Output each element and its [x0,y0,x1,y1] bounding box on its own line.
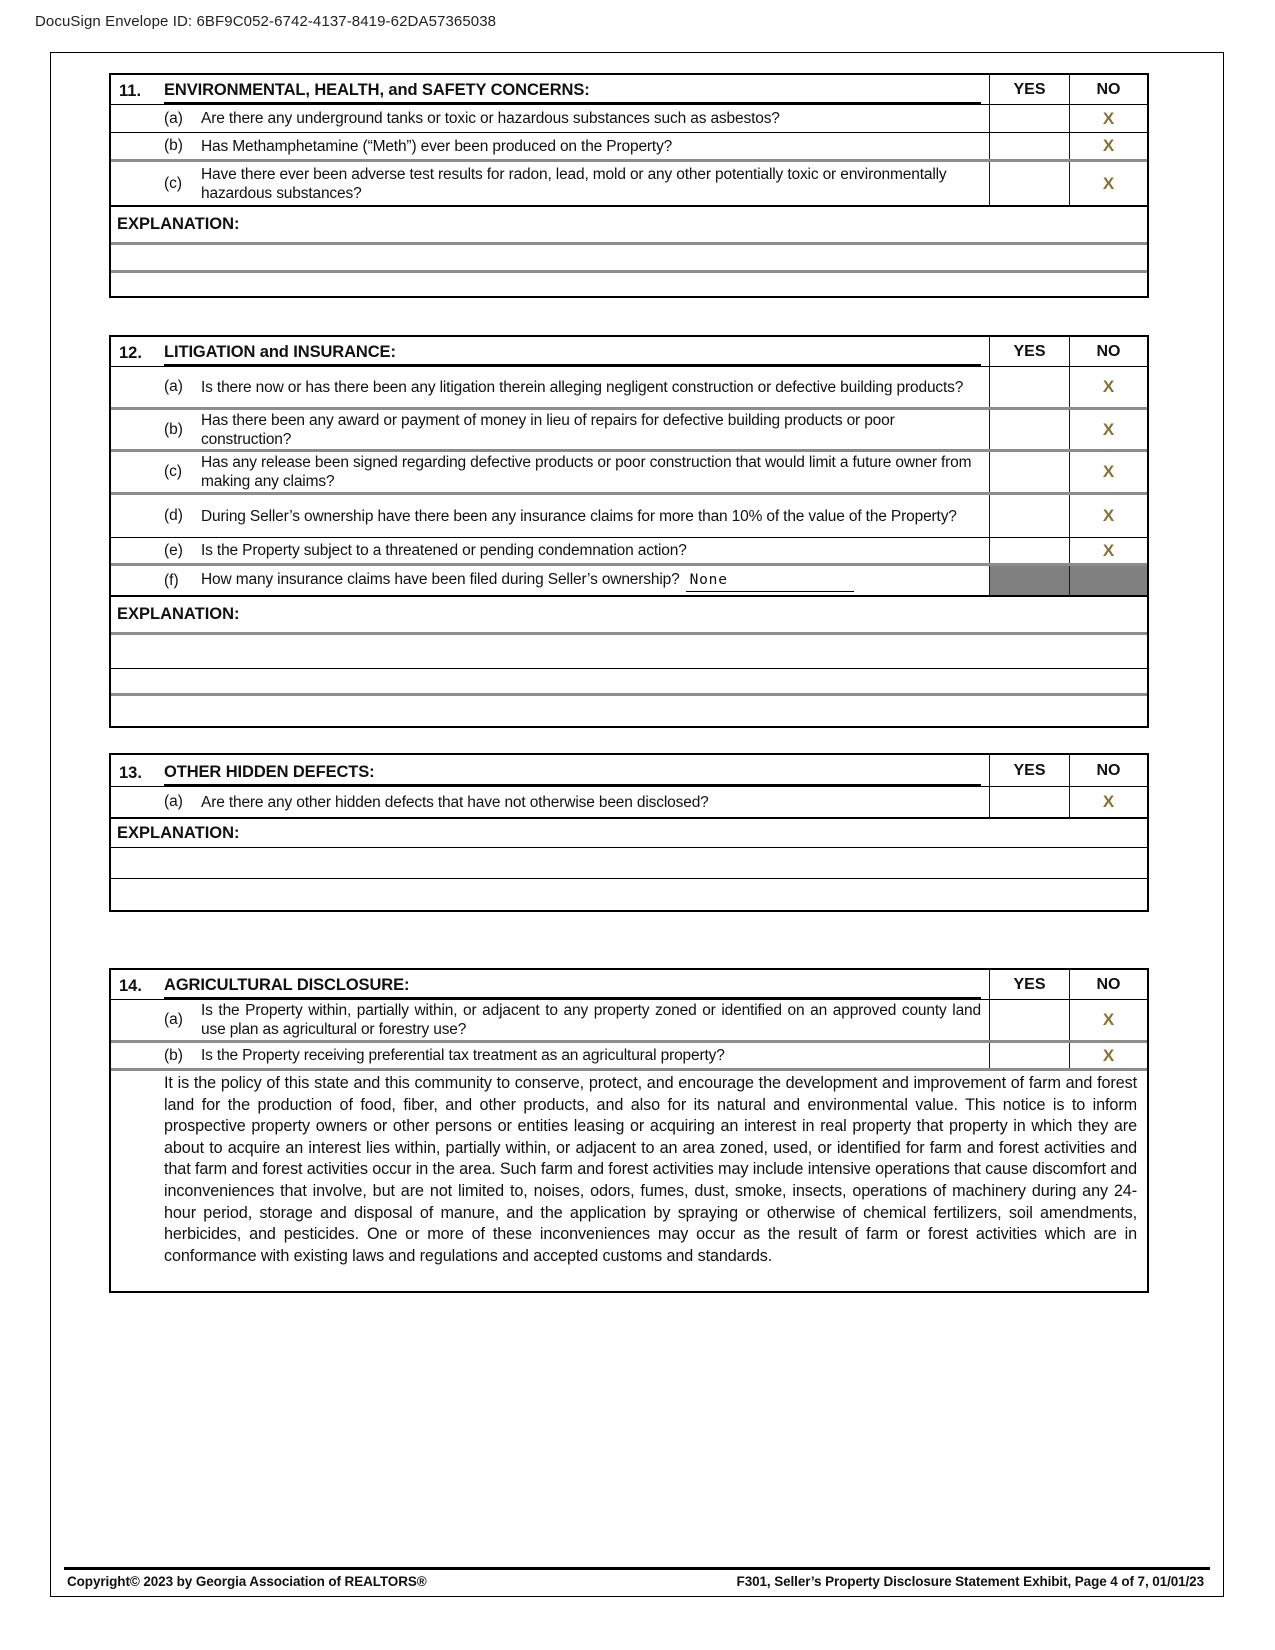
explanation-line-13-1[interactable] [111,848,1147,879]
yes-cell-12d[interactable] [989,495,1069,537]
yes-cell-12f-disabled [989,566,1069,595]
no-cell-12d[interactable]: X [1069,495,1147,537]
no-cell-11c[interactable]: X [1069,162,1147,205]
explanation-label-row-12: EXPLANATION: [111,595,1147,635]
explanation-line-11-1[interactable] [111,245,1147,273]
page-footer [64,1567,1210,1596]
no-cell-12b[interactable]: X [1069,410,1147,449]
footer-form-reference: F301, Seller’s Property Disclosure Statement Exhibit, Page 4 of 7, 01/01/23 [736,1574,1204,1589]
yes-cell-11c[interactable] [989,162,1069,205]
section-14-agricultural-table [109,968,1149,1293]
question-row-13a: (a) Are there any other hidden defects that have not otherwise been disclosed? X [111,787,1147,817]
section-12-litigation-table [109,335,1149,728]
section-11-title: ENVIRONMENTAL, HEALTH, and SAFETY CONCERNS: [164,81,590,99]
explanation-line-11-2[interactable] [111,273,1147,295]
yes-cell-12e[interactable] [989,538,1069,563]
question-row-14a: (a) Is the Property within, partially within, or adjacent to any property zoned or identified on an approved county land use plan as agricultural or forestry use? X [111,1000,1147,1043]
agricultural-notice-paragraph: It is the policy of this state and this community to conserve, protect, and encourage the development and improvement of farm and forest land for the production of food, fiber, and other products, and also for its natural and environmental value. This notice is to inform prospective property owners or other persons or entities leasing or acquiring an interest in real property that property in which they are about to acquire an interest lies within, partially within, or adjacent to an area zoned, used, or identified for farm and forest activities and that farm and forest activities occur in the area. Such farm and forest activities may include intensive operations that cause discomfort and inconveniences that involve, but are not limited to, noises, odors, fumes, dust, smoke, insects, operations of machinery during any 24-hour period, storage and disposal of manure, and the application by spraying or otherwise of chemical fertilizers, soil amendments, herbicides, and pesticides. One or more of these inconveniences may occur as the result of farm or forest activities which are in conformance with existing laws and regulations and accepted customs and standards. [164,1074,1137,1265]
question-row-12e: (e) Is the Property subject to a threatened or pending condemnation action? X [111,538,1147,566]
explanation-line-12-2[interactable] [111,669,1147,696]
section-13-hidden-defects-table [109,753,1149,912]
section-13-number: 13. [119,764,142,782]
yes-cell-12b[interactable] [989,410,1069,449]
explanation-line-12-3[interactable] [111,696,1147,725]
no-cell-11a[interactable]: X [1069,105,1147,132]
no-cell-12f-disabled [1069,566,1147,595]
insurance-claims-count-field[interactable]: None [686,570,854,592]
section-14-header-row [111,970,1147,1000]
no-cell-12c[interactable]: X [1069,452,1147,492]
yes-cell-13a[interactable] [989,787,1069,817]
yes-cell-14a[interactable] [989,1000,1069,1040]
no-column-header-14: NO [1069,970,1147,999]
question-row-14b: (b) Is the Property receiving preferential tax treatment as an agricultural property? X [111,1043,1147,1071]
docusign-envelope-id: DocuSign Envelope ID: 6BF9C052-6742-4137-8419-62DA57365038 [35,13,497,30]
no-cell-14a[interactable]: X [1069,1000,1147,1040]
question-row-12c: (c) Has any release been signed regarding defective products or poor construction that would limit a future owner from making any claims? X [111,452,1147,495]
yes-column-header-14: YES [989,970,1069,999]
no-cell-11b[interactable]: X [1069,133,1147,159]
question-row-11a: (a) Are there any underground tanks or toxic or hazardous substances such as asbestos? X [111,105,1147,133]
section-11-environmental-table [109,73,1149,298]
question-row-12a: (a) Is there now or has there been any litigation therein alleging negligent construction or defective building products? X [111,367,1147,410]
yes-cell-11a[interactable] [989,105,1069,132]
yes-cell-12a[interactable] [989,367,1069,407]
yes-cell-11b[interactable] [989,133,1069,159]
no-cell-12e[interactable]: X [1069,538,1147,563]
section-14-title: AGRICULTURAL DISCLOSURE: [164,976,410,994]
section-14-number: 14. [119,977,142,995]
section-11-header-row [111,75,1147,105]
section-12-number: 12. [119,344,142,362]
no-column-header-12: NO [1069,337,1147,366]
question-row-11c: (c) Have there ever been adverse test results for radon, lead, mold or any other potentially toxic or environmentally hazardous substances? X [111,162,1147,205]
no-cell-12a[interactable]: X [1069,367,1147,407]
section-13-header-row [111,755,1147,787]
footer-copyright: Copyright© 2023 by Georgia Association of REALTORS® [67,1574,427,1589]
section-12-title: LITIGATION and INSURANCE: [164,343,396,361]
page-border [50,52,1224,1597]
yes-cell-14b[interactable] [989,1043,1069,1068]
yes-cell-12c[interactable] [989,452,1069,492]
question-row-12f: (f) How many insurance claims have been filed during Seller’s ownership? None [111,566,1147,595]
no-cell-14b[interactable]: X [1069,1043,1147,1068]
explanation-line-12-1[interactable] [111,635,1147,669]
no-column-header-13: NO [1069,755,1147,786]
question-row-11b: (b) Has Methamphetamine (“Meth”) ever been produced on the Property? X [111,133,1147,162]
section-13-title: OTHER HIDDEN DEFECTS: [164,763,375,781]
section-11-number: 11. [119,82,142,100]
no-cell-13a[interactable]: X [1069,787,1147,817]
question-row-12d: (d) During Seller’s ownership have there been any insurance claims for more than 10% of the value of the Property? X [111,495,1147,538]
yes-column-header-11: YES [989,75,1069,104]
no-column-header-11: NO [1069,75,1147,104]
explanation-label-row-13: EXPLANATION: [111,817,1147,848]
explanation-line-13-2[interactable] [111,879,1147,909]
yes-column-header-12: YES [989,337,1069,366]
section-12-header-row [111,337,1147,367]
yes-column-header-13: YES [989,755,1069,786]
question-row-12b: (b) Has there been any award or payment of money in lieu of repairs for defective building products or poor construction? X [111,410,1147,452]
explanation-label-row-11: EXPLANATION: [111,205,1147,245]
